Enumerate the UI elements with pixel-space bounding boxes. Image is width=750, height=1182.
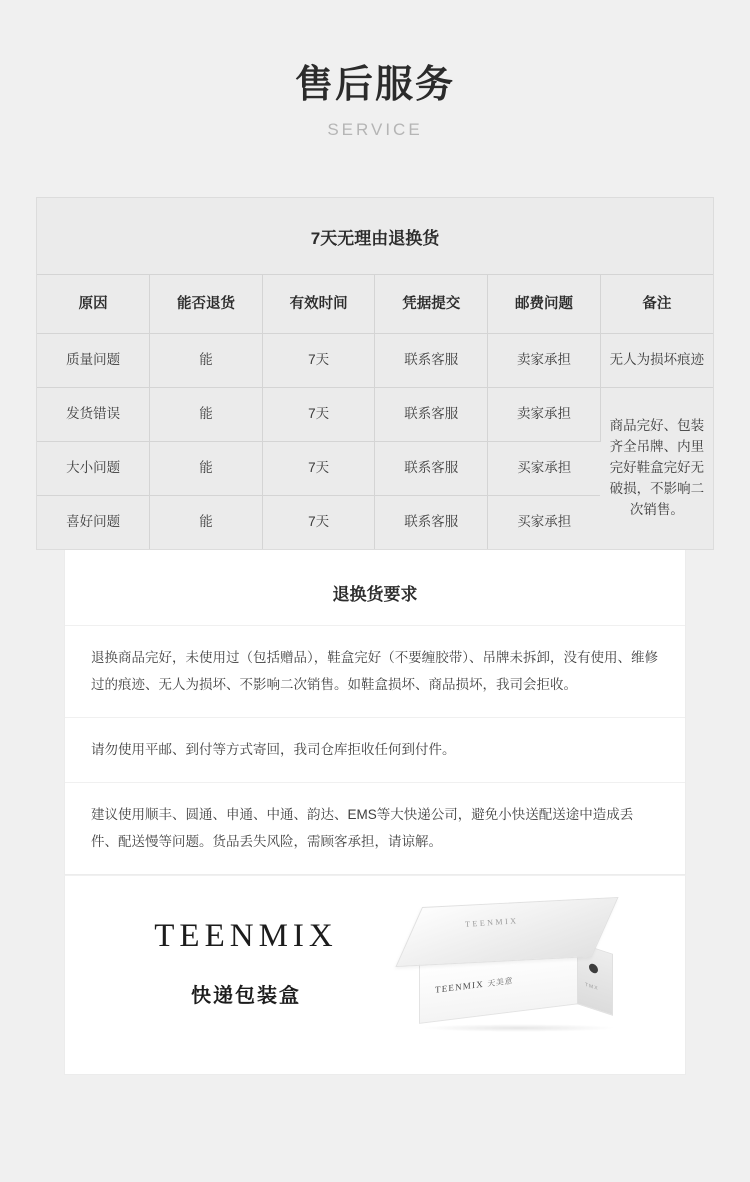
cell-returnable: 能 — [150, 387, 263, 441]
cell-shipping-fee: 买家承担 — [488, 441, 601, 495]
cell-shipping-fee: 卖家承担 — [488, 387, 601, 441]
brand-text-group — [121, 918, 371, 1008]
box-side-logo-text: TMX — [585, 981, 599, 993]
box-front-logo-sub: 天美意 — [487, 976, 513, 989]
cell-valid-time: 7天 — [262, 441, 375, 495]
page-subtitle: SERVICE — [327, 119, 423, 139]
table-row — [37, 387, 713, 441]
return-requirements-card — [64, 550, 686, 875]
cell-returnable: 能 — [150, 333, 263, 387]
cell-proof: 联系客服 — [375, 333, 488, 387]
box-lid-logo-text: TEENMIX — [464, 916, 519, 929]
col-reason: 原因 — [37, 274, 150, 333]
brand-name: TEENMIX — [154, 918, 338, 955]
cell-reason: 大小问题 — [37, 441, 150, 495]
cell-proof: 联系客服 — [375, 441, 488, 495]
brand-caption: 快递包装盒 — [191, 985, 301, 1008]
page-title: 售后服务 — [294, 64, 455, 106]
box-shadow — [421, 1024, 616, 1032]
cell-valid-time: 7天 — [262, 387, 375, 441]
table-header-row — [37, 274, 713, 333]
cell-valid-time: 7天 — [262, 495, 375, 548]
cell-returnable: 能 — [150, 495, 263, 548]
cell-shipping-fee: 卖家承担 — [488, 333, 601, 387]
brand-packaging-block — [64, 875, 686, 1075]
cell-returnable: 能 — [150, 441, 263, 495]
requirements-title: 退换货要求 — [332, 584, 418, 604]
col-returnable: 能否退货 — [150, 274, 263, 333]
cell-merged-note: 商品完好、包装齐全吊牌、内里完好鞋盒完好无破损，不影响二次销售。 — [600, 387, 713, 548]
cell-proof: 联系客服 — [375, 387, 488, 441]
cell-valid-time: 7天 — [262, 333, 375, 387]
cell-reason: 喜好问题 — [37, 495, 150, 548]
cell-note: 无人为损坏痕迹 — [600, 333, 713, 387]
cell-shipping-fee: 买家承担 — [488, 495, 601, 548]
requirement-item: 请勿使用平邮、到付等方式寄回，我司仓库拒收任何到付件。 — [65, 717, 685, 782]
bottom-spacer — [0, 1075, 750, 1119]
cell-proof: 联系客服 — [375, 495, 488, 548]
box-front-logo-text: TEENMIX — [435, 978, 484, 995]
shoe-box-illustration — [399, 896, 639, 1056]
table-caption: 7天无理由退换货 — [37, 198, 713, 274]
table-row — [37, 333, 713, 387]
cell-reason: 质量问题 — [37, 333, 150, 387]
return-policy-card — [36, 197, 714, 550]
col-shipping-fee: 邮费问题 — [488, 274, 601, 333]
col-note: 备注 — [600, 274, 713, 333]
cell-reason: 发货错误 — [37, 387, 150, 441]
requirement-item: 退换商品完好，未使用过（包括赠品），鞋盒完好（不要缠胶带）、吊牌未拆卸，没有使用、维修过的痕迹、无人为损坏、不影响二次销售。如鞋盒损坏、商品损坏，我司会拒收。 — [65, 625, 685, 717]
col-proof: 凭据提交 — [375, 274, 488, 333]
box-lid — [395, 897, 618, 967]
return-policy-table — [37, 274, 713, 549]
requirement-item: 建议使用顺丰、圆通、申通、中通、韵达、EMS等大快递公司，避免小快送配送途中造成丢件、配送慢等问题。货品丢失风险，需顾客承担，请谅解。 — [65, 782, 685, 874]
page-header — [0, 0, 750, 140]
col-valid-time: 有效时间 — [262, 274, 375, 333]
